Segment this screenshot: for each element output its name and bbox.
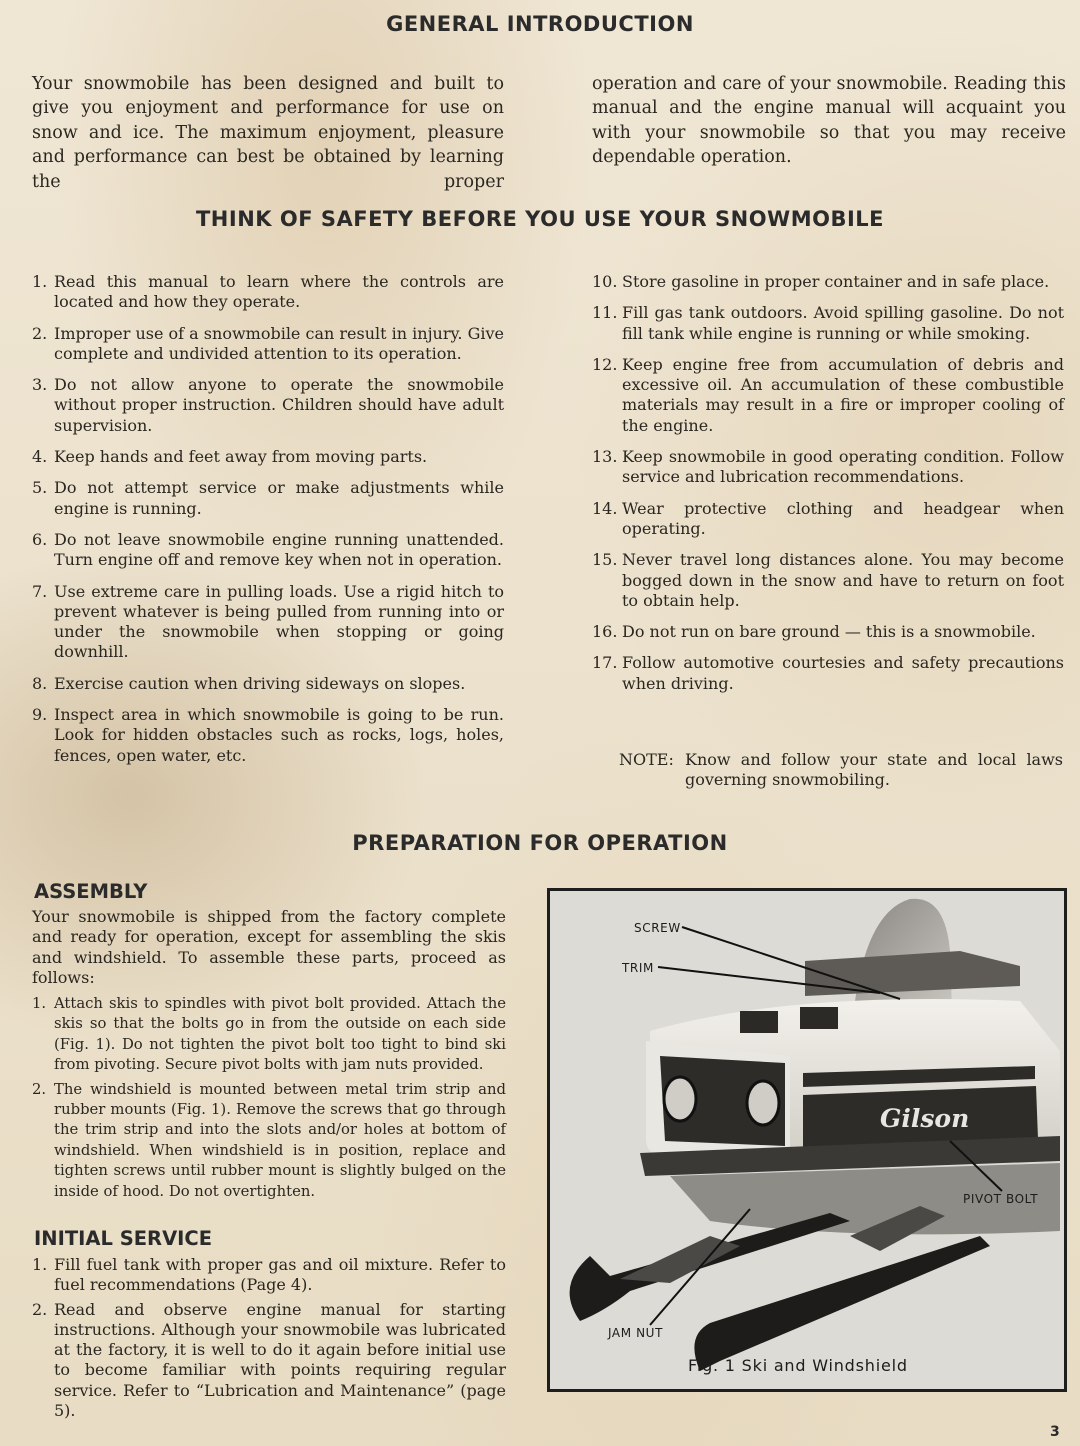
item-number: 13.	[592, 447, 618, 467]
safety-rule-14	[592, 499, 1064, 540]
initial-service-step-2	[32, 1300, 506, 1422]
figure-caption: Fig. 1 Ski and Windshield	[688, 1356, 908, 1375]
safety-rule-9	[32, 705, 504, 766]
safety-rule-7	[32, 582, 504, 663]
page-number: 3	[1050, 1424, 1060, 1440]
item-text: Improper use of a snowmobile can result in injury. Give complete and undivided attention to its operation.	[54, 323, 504, 363]
label-pivot-bolt: PIVOT BOLT	[963, 1192, 1039, 1206]
note-text: Know and follow your state and local laws governing snowmobiling.	[685, 750, 1063, 790]
assembly-steps	[32, 994, 506, 1206]
note-label: NOTE:	[619, 750, 674, 769]
item-text: Keep snowmobile in good operating condition. Follow service and lubrication recommendations.	[622, 447, 1064, 487]
assembly-heading: ASSEMBLY	[34, 880, 148, 903]
item-text: Read and observe engine manual for starting instructions. Although your snowmobile was lubricated at the factory, it is well to do it again before initial use to become familiar with points requiring regular service. Refer to “Lubrication and Maintenance” (page 5).	[54, 1299, 506, 1421]
intro-paragraph-right: operation and care of your snowmobile. Reading this manual and the engine manual will acquaint you with your snowmobile so that you may receive dependable operation.	[592, 74, 1066, 168]
label-trim: TRIM	[622, 961, 654, 975]
label-jam-nut: JAM NUT	[608, 1326, 663, 1340]
item-text: Do not leave snowmobile engine running unattended. Turn engine off and remove key when not in operation.	[54, 529, 504, 570]
figure-ski-and-windshield	[547, 888, 1067, 1392]
item-text: Wear protective clothing and headgear when operating.	[622, 498, 1064, 538]
item-number: 8.	[32, 673, 48, 693]
item-text: Keep engine free from accumulation of debris and excessive oil. An accumulation of these combustible materials may result in a fire or improper cooling of the engine.	[622, 354, 1064, 435]
safety-rules-right	[592, 272, 1064, 705]
item-number: 2.	[32, 1299, 48, 1319]
safety-rule-2	[32, 324, 504, 365]
item-text: Attach skis to spindles with pivot bolt provided. Attach the skis so that the bolts go in from the outside on each side (Fig. 1). Do not tighten the pivot bolt too tight to bind ski from pivoting. Secure pivot bolts with jam nuts provided.	[54, 995, 506, 1074]
safety-rule-4	[32, 447, 504, 467]
safety-rule-10	[592, 272, 1064, 292]
item-text: Read this manual to learn where the controls are located and how they operate.	[54, 272, 504, 312]
assembly-step-1	[32, 994, 506, 1076]
hood-vent-left	[740, 1011, 778, 1033]
item-number: 17.	[592, 653, 618, 673]
assembly-intro: Your snowmobile is shipped from the factory complete and ready for operation, except for assembling the skis and windshield. To assemble these parts, proceed as follows:	[32, 907, 506, 987]
label-screw: SCREW	[634, 921, 681, 935]
item-text: The windshield is mounted between metal trim strip and rubber mounts (Fig. 1). Remove the screws that go through the trim strip and into the slots and/or holes at bottom of windshield. When windshield is in position, replace and tighten screws until rubber mount is slightly bulged on the inside of hood. Do not overtighten.	[54, 1080, 506, 1200]
safety-rule-6	[32, 530, 504, 571]
safety-note	[619, 750, 1064, 792]
item-text: Do not attempt service or make adjustments while engine is running.	[54, 478, 504, 518]
item-number: 2.	[32, 323, 48, 343]
item-text: Use extreme care in pulling loads. Use a rigid hitch to prevent whatever is being pulled from running into or under the snowmobile when stopping or going downhill.	[54, 581, 504, 662]
item-text: Keep hands and feet away from moving parts.	[54, 447, 428, 467]
item-text: Exercise caution when driving sideways on slopes.	[54, 673, 466, 693]
item-text: Do not allow anyone to operate the snowmobile without proper instruction. Children should have adult supervision.	[54, 375, 504, 435]
item-text: Fill fuel tank with proper gas and oil mixture. Refer to fuel recommendations (Page 4).	[54, 1255, 506, 1295]
item-number: 6.	[32, 529, 48, 549]
item-number: 9.	[32, 705, 48, 725]
assembly-step-2	[32, 1080, 506, 1202]
item-text: Never travel long distances alone. You may become bogged down in the snow and have to return on foot to obtain help.	[622, 550, 1064, 610]
item-text: Store gasoline in proper container and in safe place.	[622, 272, 1050, 291]
preparation-heading: PREPARATION FOR OPERATION	[352, 831, 728, 855]
item-text: Follow automotive courtesies and safety precautions when driving.	[622, 653, 1064, 693]
item-number: 1.	[32, 1255, 48, 1274]
item-number: 2.	[32, 1080, 47, 1098]
safety-rule-11	[592, 303, 1064, 344]
item-text: Do not run on bare ground — this is a snowmobile.	[622, 622, 1036, 642]
item-number: 15.	[592, 550, 618, 570]
item-text: Fill gas tank outdoors. Avoid spilling gasoline. Do not fill tank while engine is running or while smoking.	[622, 303, 1064, 343]
safety-rule-16	[592, 622, 1064, 642]
item-number: 5.	[32, 478, 48, 498]
safety-rule-1	[32, 272, 504, 313]
safety-rule-15	[592, 550, 1064, 611]
initial-service-steps	[32, 1255, 506, 1425]
snowmobile-illustration	[550, 891, 1064, 1389]
safety-rule-17	[592, 653, 1064, 694]
initial-service-heading: INITIAL SERVICE	[34, 1227, 213, 1250]
safety-rule-12	[592, 355, 1064, 436]
item-number: 1.	[32, 272, 48, 291]
safety-rules-left	[32, 272, 504, 777]
safety-rule-3	[32, 375, 504, 436]
item-number: 1.	[32, 995, 47, 1012]
item-number: 10.	[592, 272, 618, 291]
hood-vent-right	[800, 1007, 838, 1029]
safety-rule-8	[32, 674, 504, 694]
item-number: 12.	[592, 354, 618, 374]
item-number: 3.	[32, 375, 48, 395]
item-number: 4.	[32, 447, 48, 467]
general-introduction-heading: GENERAL INTRODUCTION	[386, 12, 694, 36]
initial-service-step-1	[32, 1255, 506, 1296]
item-number: 14.	[592, 498, 618, 518]
safety-rule-5	[32, 478, 504, 519]
safety-heading: THINK OF SAFETY BEFORE YOU USE YOUR SNOWMOBILE	[195, 207, 885, 231]
intro-paragraph-left: Your snowmobile has been designed and built to give you enjoyment and performance for use on snow and ice. The maximum enjoyment, pleasure and performance can best be obtained by learning the proper	[32, 74, 504, 192]
brand-logo: Gilson	[880, 1104, 970, 1133]
item-number: 16.	[592, 622, 618, 642]
safety-rule-13	[592, 447, 1064, 488]
item-number: 11.	[592, 303, 618, 323]
item-text: Inspect area in which snowmobile is going to be run. Look for hidden obstacles such as rocks, logs, holes, fences, open water, etc.	[54, 705, 504, 765]
headlight-left	[664, 1077, 696, 1121]
headlight-right	[747, 1081, 779, 1125]
item-number: 7.	[32, 581, 48, 601]
